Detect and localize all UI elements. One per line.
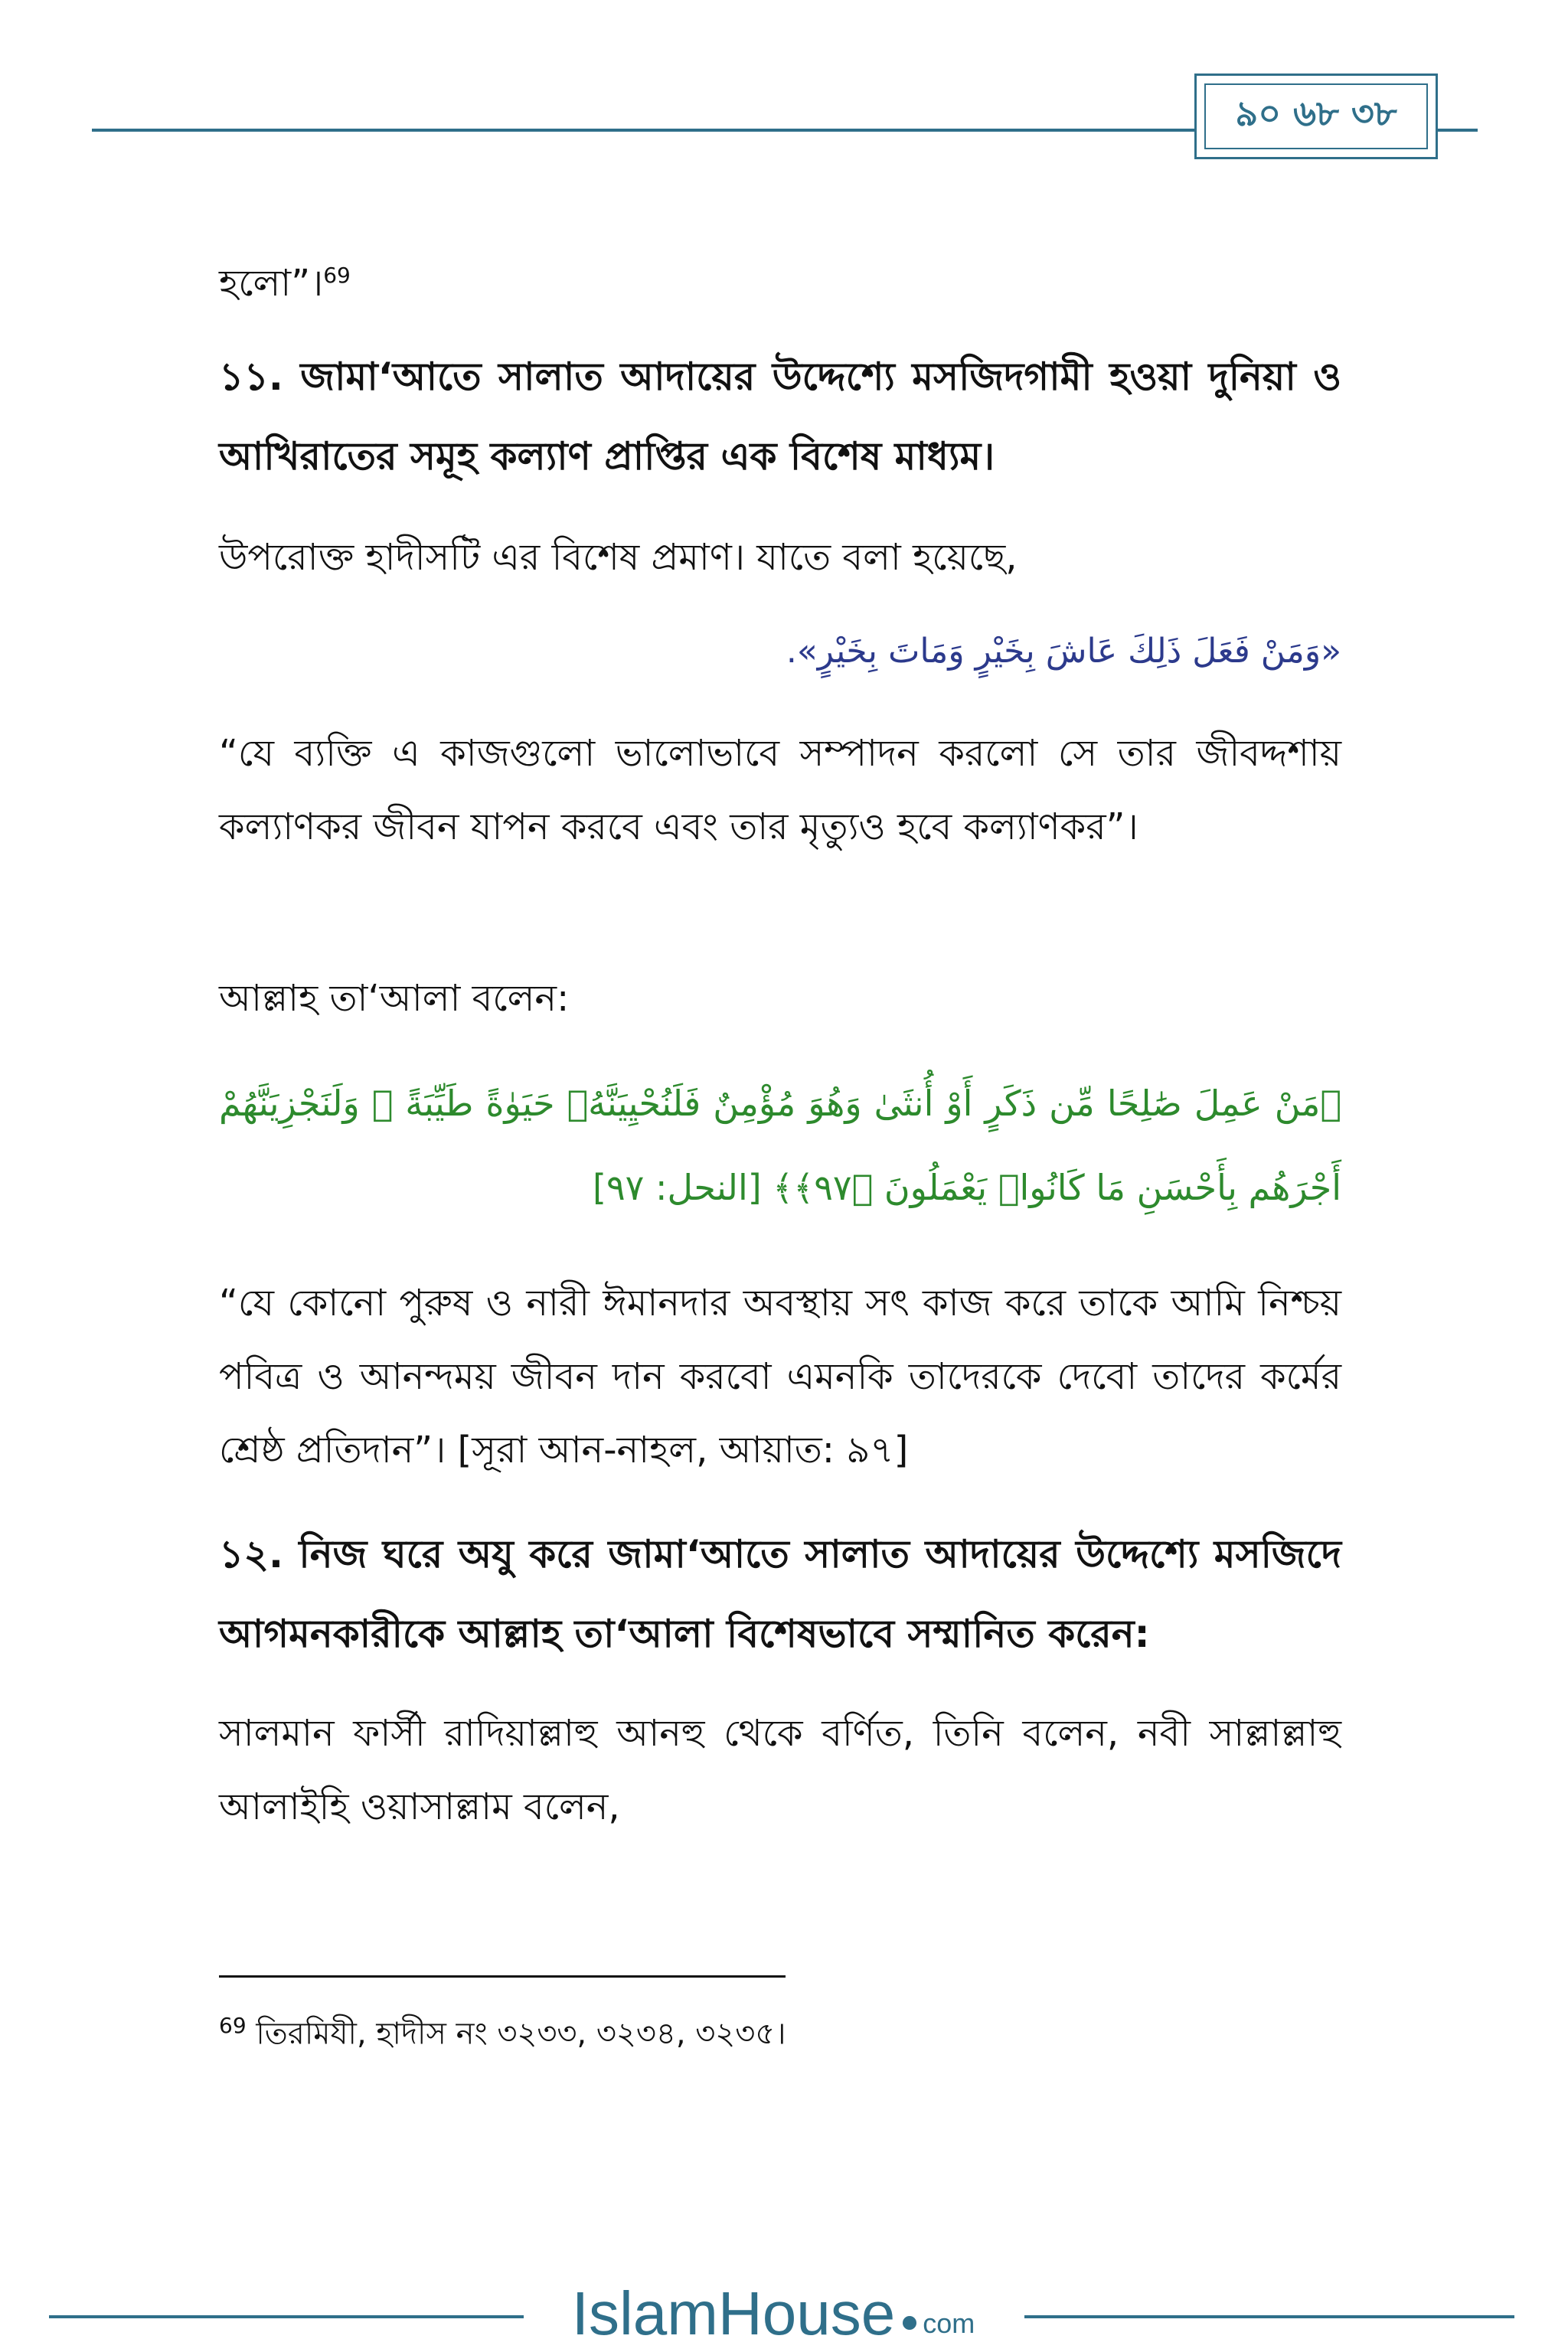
allah-says	[219, 962, 1341, 1035]
hadith-arabic-text: «وَمَنْ فَعَلَ ذَلِكَ عَاشَ بِخَيْرٍ وَمَاتَ بِخَيْرٍ».	[786, 632, 1341, 671]
intro-text: উপরোক্ত হাদীসটি এর বিশেষ প্রমাণ। যাতে বলা হয়েছে,	[219, 536, 1018, 579]
hadith-translation-text: “যে ব্যক্তি এ কাজগুলো ভালোভাবে সম্পাদন করলো সে তার জীবদ্দশায় কল্যাণকর জীবন যাপন করবে এবং তার মৃত্যুও হবে কল্যাণকর”।	[219, 732, 1341, 848]
salman-text: সালমান ফার্সী রাদিয়াল্লাহু আনহু থেকে বর্ণিত, তিনি বলেন, নবী সাল্লাল্লাহু আলাইহি ওয়াসাল্লাম বলেন,	[219, 1712, 1341, 1828]
heading-11	[219, 337, 1341, 496]
footnote-ref[interactable]: 69	[323, 263, 351, 288]
heading-12	[219, 1514, 1341, 1674]
heading-11-text: ১১. জামা‘আতে সালাত আদায়ের উদ্দেশ্যে মসজিদগামী হওয়া দুনিয়া ও আখিরাতের সমূহ কল্যাণ প্রাপ্তির এক বিশেষ মাধ্যম।	[219, 354, 1341, 479]
logo-dot-icon	[903, 2316, 916, 2330]
hadith-translation	[219, 717, 1341, 864]
logo-suffix-text: com	[923, 2308, 975, 2339]
quran-arabic-text: ﴿مَنْ عَمِلَ صَٰلِحًا مِّن ذَكَرٍ أَوْ أُنثَىٰ وَهُوَ مُؤْمِنٌ فَلَنُحْيِيَنَّهُۥ حَيَوٰةً طَيِّبَةً ۖ وَلَنَجْزِيَنَّهُمْ أَجْرَهُم بِأَحْسَنِ مَا كَانُوا۟ يَعْمَلُونَ ﴿٩٧﴾﴾ [النحل: ٩٧]	[219, 1083, 1341, 1208]
quran-translation-text: “যে কোনো পুরুষ ও নারী ঈমানদার অবস্থায় সৎ কাজ করে তাকে আমি নিশ্চয় পবিত্র ও আনন্দময় জীবন দান করবো এমনকি তাদেরকে দেবো তাদের কর্মের শ্রেষ্ঠ প্রতিদান”। [সূরা আন-নাহল, আয়াত: ৯৭]	[219, 1282, 1341, 1472]
hadith-arabic	[219, 617, 1341, 686]
footnote-number: 69	[219, 2013, 247, 2038]
footnote	[219, 2003, 1341, 2056]
footer-rule-left	[49, 2315, 524, 2318]
logo-brand-text: IslamHouse	[571, 2279, 896, 2347]
quran-translation	[219, 1266, 1341, 1487]
footnote-text: তিরমিযী, হাদীস নং ৩২৩৩, ৩২৩৪, ৩২৩৫।	[256, 2016, 786, 2052]
quran-arabic	[219, 1061, 1341, 1230]
islamhouse-logo[interactable]	[536, 2275, 1011, 2352]
continuation-text: হলো”।	[219, 262, 324, 305]
salman-paragraph	[219, 1697, 1341, 1844]
footer-rule-right	[1024, 2315, 1514, 2318]
page-number: ৯০ ৬৮ ৩৮	[1204, 83, 1428, 149]
continuation-line	[219, 239, 1341, 320]
heading-12-text: ১২. নিজ ঘরে অযু করে জামা‘আতে সালাত আদায়ের উদ্দেশ্যে মসজিদে আগমনকারীকে আল্লাহ তা‘আলা বিশেষভাবে সম্মানিত করেন:	[219, 1532, 1341, 1656]
footnote-rule	[219, 1975, 786, 1978]
allah-says-text: আল্লাহ তা‘আলা বলেন:	[219, 977, 570, 1020]
intro-paragraph	[219, 521, 1341, 594]
page-number-box	[1194, 74, 1438, 159]
